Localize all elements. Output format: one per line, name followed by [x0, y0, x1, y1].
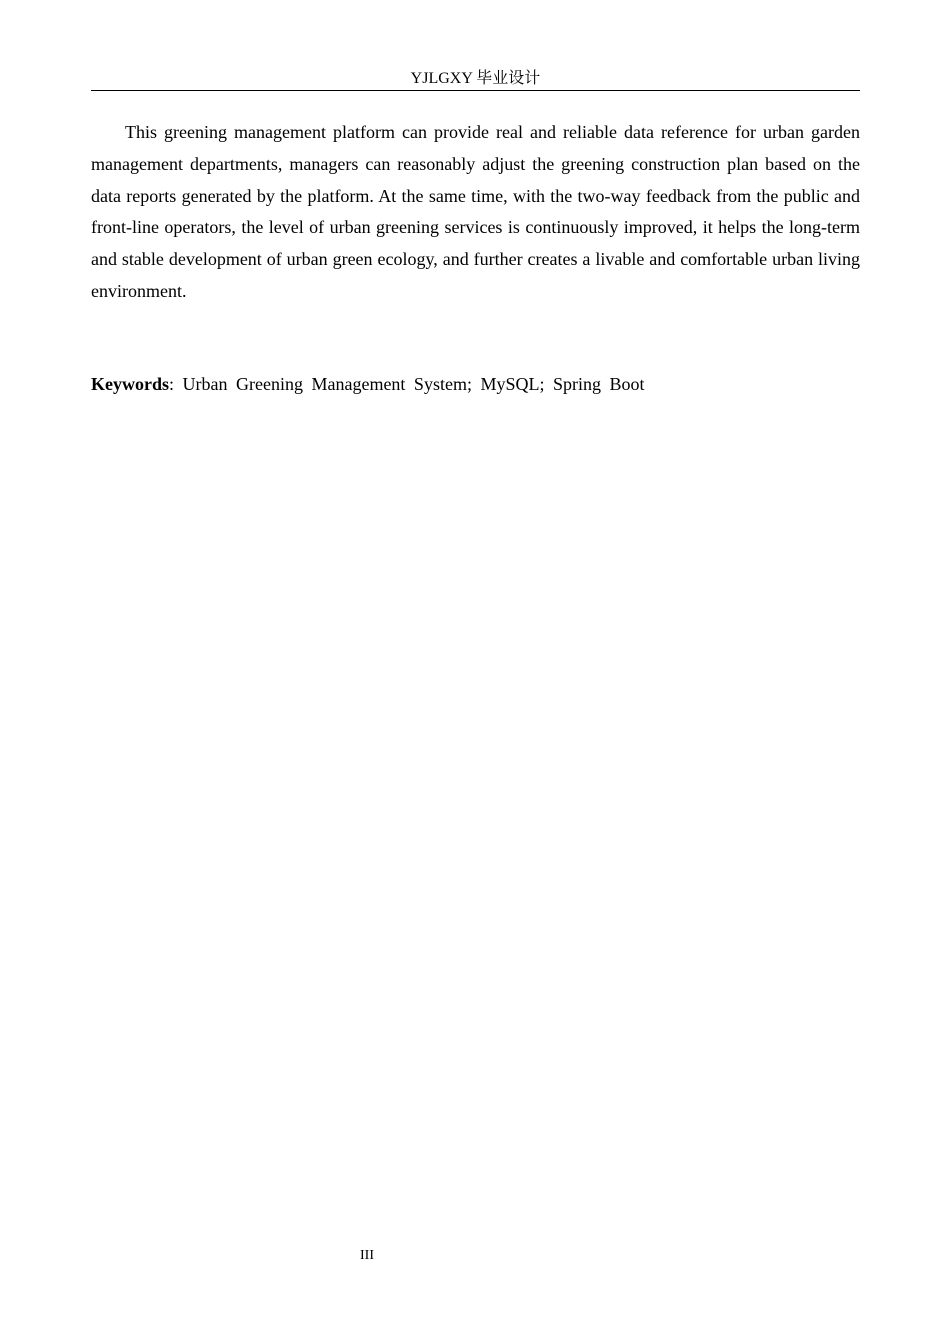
abstract-paragraph: This greening management platform can provide real and reliable data reference for urban garden management departments, managers can reasonably adjust the greening construction plan based on the data reports generated by the platform. At the same time, with the two-way feedback from the public and front-line operators, the level of urban greening services is continuously improved, it helps the long-term and stable development of urban green ecology, and further creates a livable and comfortable urban living environment. [91, 122, 860, 301]
page-header [91, 68, 860, 91]
page-number: III [360, 1248, 374, 1263]
header-title: YJLGXY 毕业设计 [410, 70, 541, 87]
keywords-text: Urban Greening Management System; MySQL; Spring Boot [182, 374, 645, 394]
keywords-separator: : [169, 374, 183, 394]
keywords-line [91, 369, 860, 400]
keywords-label: Keywords [91, 374, 169, 394]
